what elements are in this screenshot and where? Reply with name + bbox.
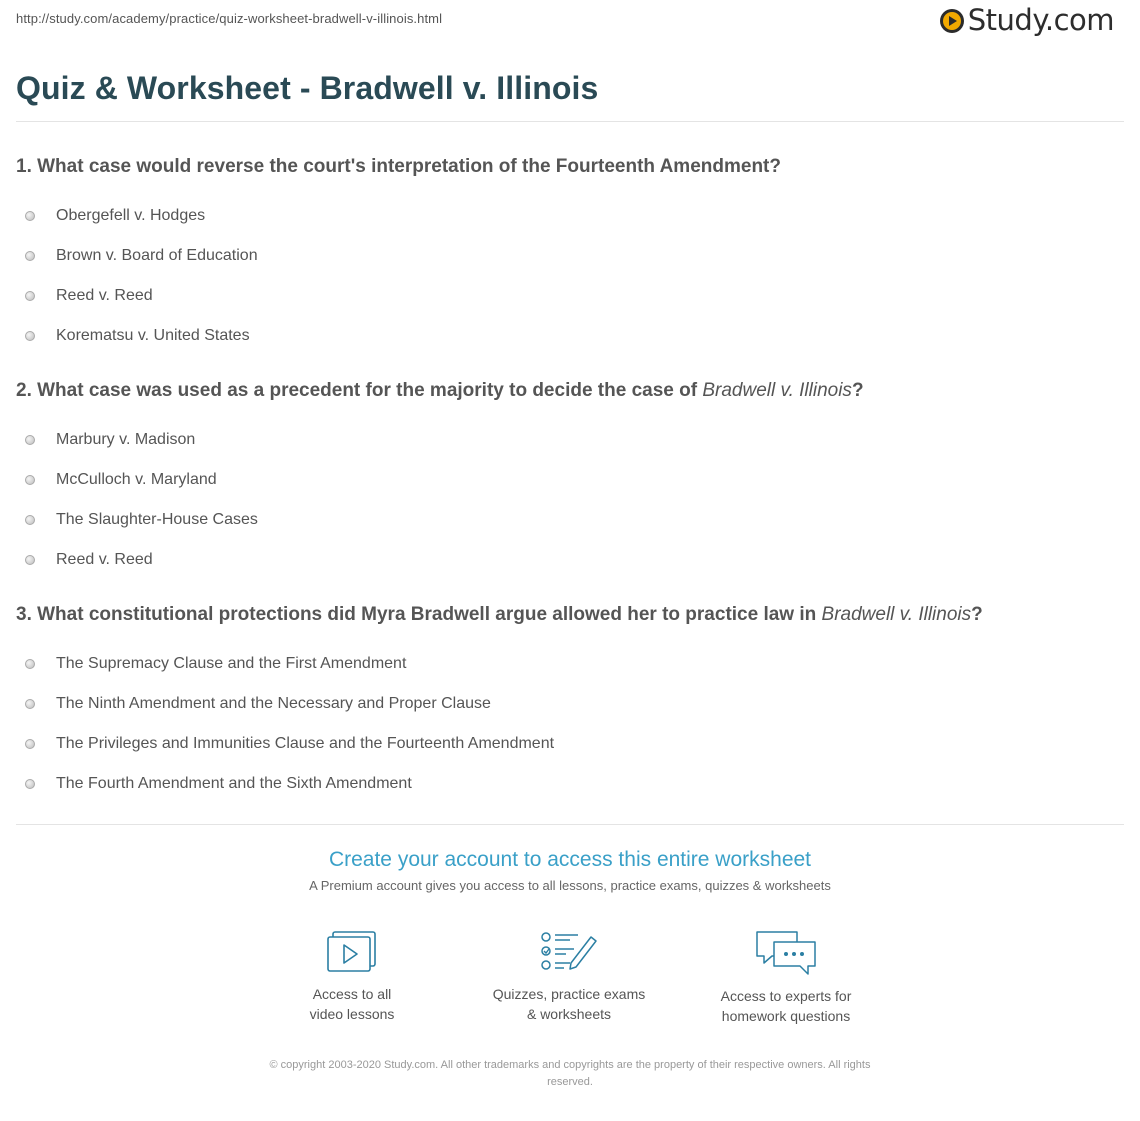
logo-text: Study.com xyxy=(967,3,1114,37)
create-account-link[interactable]: Create your account to access this entire worksheet xyxy=(328,848,812,871)
question-3 xyxy=(16,603,1124,804)
answer-option[interactable]: Korematsu v. United States xyxy=(16,316,1124,356)
divider xyxy=(16,121,1124,122)
study-logo[interactable] xyxy=(940,3,1114,37)
answer-options xyxy=(16,644,1124,804)
answer-option[interactable]: Obergefell v. Hodges xyxy=(16,196,1124,236)
answer-option[interactable]: The Supremacy Clause and the First Amendment xyxy=(16,644,1124,684)
video-lesson-icon xyxy=(326,930,378,974)
feature-label: Quizzes, practice exams & worksheets xyxy=(492,986,646,1022)
question-text: 1. What case would reverse the court's interpretation of the Fourteenth Amendment? xyxy=(16,156,781,177)
answer-option[interactable]: Reed v. Reed xyxy=(16,276,1124,316)
answer-options xyxy=(16,420,1124,580)
radio-button[interactable] xyxy=(25,555,35,565)
answer-option[interactable]: McCulloch v. Maryland xyxy=(16,460,1124,500)
question-text: 2. What case was used as a precedent for the majority to decide the case of Bradwell v. Illinois? xyxy=(16,380,864,401)
radio-button[interactable] xyxy=(25,779,35,789)
answer-option[interactable]: Marbury v. Madison xyxy=(16,420,1124,460)
answer-option[interactable]: The Fourth Amendment and the Sixth Amendment xyxy=(16,764,1124,804)
answer-option[interactable]: The Privileges and Immunities Clause and the Fourteenth Amendment xyxy=(16,724,1124,764)
radio-button[interactable] xyxy=(25,331,35,341)
question-text: 3. What constitutional protections did Myra Bradwell argue allowed her to practice law in Bradwell v. Illinois? xyxy=(16,604,983,625)
radio-button[interactable] xyxy=(25,515,35,525)
answer-options xyxy=(16,196,1124,356)
radio-button[interactable] xyxy=(25,699,35,709)
feature-video-lessons xyxy=(257,930,447,1024)
radio-button[interactable] xyxy=(25,251,35,261)
question-1 xyxy=(16,155,1124,356)
answer-option[interactable]: The Slaughter-House Cases xyxy=(16,500,1124,540)
radio-button[interactable] xyxy=(25,435,35,445)
page-url[interactable]: http://study.com/academy/practice/quiz-worksheet-bradwell-v-illinois.html xyxy=(16,11,443,26)
feature-experts xyxy=(691,930,881,1026)
top-bar xyxy=(16,0,1124,50)
copyright-notice: © copyright 2003-2020 Study.com. All other trademarks and copyrights are the property of their respective owners. All rights reserved. xyxy=(269,1059,871,1088)
feature-quizzes xyxy=(474,930,664,1024)
radio-button[interactable] xyxy=(25,211,35,221)
divider xyxy=(16,824,1124,825)
radio-button[interactable] xyxy=(25,475,35,485)
answer-option[interactable]: Reed v. Reed xyxy=(16,540,1124,580)
play-logo-icon xyxy=(940,9,964,33)
cta-subtitle: A Premium account gives you access to all lessons, practice exams, quizzes & worksheets xyxy=(309,878,831,893)
quiz-checklist-icon xyxy=(540,930,598,974)
answer-option[interactable]: The Ninth Amendment and the Necessary and Proper Clause xyxy=(16,684,1124,724)
question-2 xyxy=(16,379,1124,580)
radio-button[interactable] xyxy=(25,739,35,749)
answer-option[interactable]: Brown v. Board of Education xyxy=(16,236,1124,276)
feature-label: Access to all video lessons xyxy=(309,986,395,1022)
chat-bubbles-icon xyxy=(754,930,818,976)
radio-button[interactable] xyxy=(25,659,35,669)
page-title: Quiz & Worksheet - Bradwell v. Illinois xyxy=(16,70,599,106)
feature-label: Access to experts for homework questions xyxy=(720,988,852,1024)
radio-button[interactable] xyxy=(25,291,35,301)
